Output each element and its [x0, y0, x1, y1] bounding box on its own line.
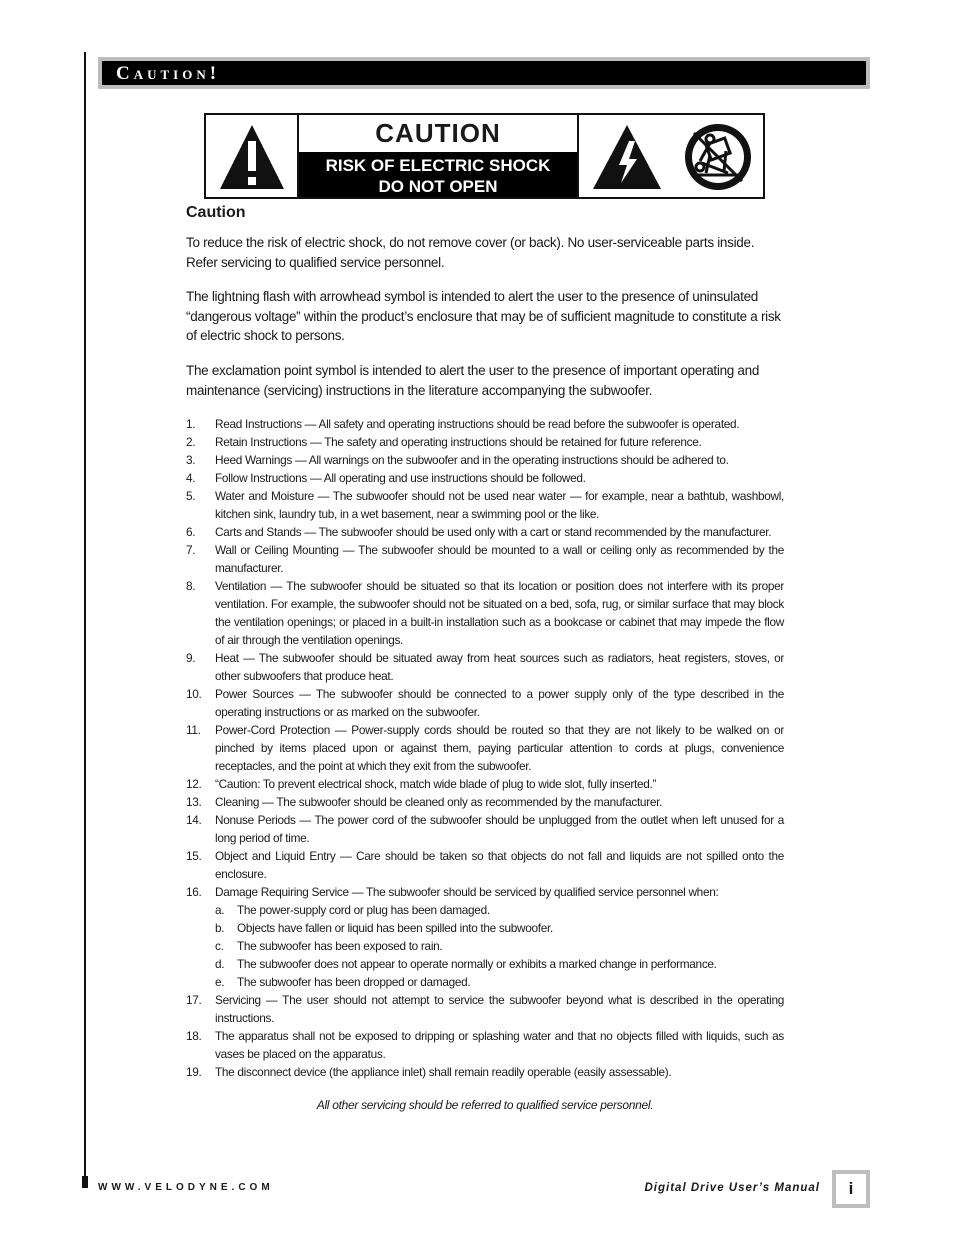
footer-manual-title: Digital Drive User’s Manual — [644, 1182, 820, 1194]
list-item — [186, 577, 784, 649]
list-item-number: 3. — [186, 453, 196, 467]
list-item-number: 7. — [186, 543, 196, 557]
list-item — [186, 1063, 784, 1081]
section-heading: Caution — [186, 204, 246, 221]
list-item — [186, 541, 784, 577]
sub-item-letter: a. — [215, 903, 225, 917]
list-item — [186, 451, 784, 469]
list-item-number: 5. — [186, 489, 196, 503]
list-item-number: 18. — [186, 1029, 202, 1043]
list-item — [186, 433, 784, 451]
list-item-text: Power Sources — The subwoofer should be connected to a power supply only of the type described in the operating instructions or as marked on the subwoofer. — [215, 687, 784, 719]
sub-list-item — [215, 955, 784, 973]
cart-tip-over-icon — [680, 121, 756, 198]
list-item-text: Power-Cord Protection — Power-supply cords should be routed so that they are not likely to be walked on or pinched by items placed upon or against them, paying particular attention to cords at plugs, convenience receptacles, and the point at which they exit from the subwoofer. — [215, 723, 784, 773]
list-item — [186, 883, 784, 991]
warning-box-divider — [577, 115, 579, 197]
list-item-text: Heed Warnings — All warnings on the subwoofer and in the operating instructions should be adhered to. — [215, 453, 729, 467]
list-item-text: Servicing — The user should not attempt to service the subwoofer beyond what is described in the operating instructions. — [215, 993, 784, 1025]
list-item-number: 9. — [186, 651, 196, 665]
sub-item-letter: b. — [215, 921, 225, 935]
list-item — [186, 469, 784, 487]
list-item — [186, 721, 784, 775]
page-number: i — [836, 1174, 866, 1204]
lightning-triangle-icon — [591, 123, 663, 196]
list-item-number: 1. — [186, 417, 196, 431]
list-item-number: 6. — [186, 525, 196, 539]
list-item — [186, 991, 784, 1027]
list-item-text: Cleaning — The subwoofer should be cleaned only as recommended by the manufacturer. — [215, 795, 663, 809]
list-item-text: Ventilation — The subwoofer should be situated so that its location or position does not interfere with its proper ventilation. For example, the subwoofer should not be situated on a bed, sofa, rug, or similar surface that may block the ventilation openings; or placed in a built-in installation such as a bookcase or cabinet that may impede the flow of air through the ventilation openings. — [215, 579, 784, 647]
sub-item-letter: c. — [215, 939, 224, 953]
list-item-number: 13. — [186, 795, 202, 809]
list-item-text: Water and Moisture — The subwoofer should not be used near water — for example, near a bathtub, washbowl, kitchen sink, laundry tub, in a wet basement, near a swimming pool or the like. — [215, 489, 784, 521]
list-item-text: Nonuse Periods — The power cord of the subwoofer should be unplugged from the outlet when left unused for a long period of time. — [215, 813, 784, 845]
list-item-number: 14. — [186, 813, 202, 827]
warning-title: CAUTION — [375, 118, 501, 148]
warning-subtitle-line2: DO NOT OPEN — [378, 177, 498, 196]
list-item-number: 10. — [186, 687, 202, 701]
final-note: All other servicing should be referred to qualified service personnel. — [316, 1098, 654, 1112]
list-item-number: 8. — [186, 579, 196, 593]
sub-item-text: The power-supply cord or plug has been damaged. — [237, 903, 490, 917]
sub-list-item — [215, 901, 784, 919]
list-item — [186, 1027, 784, 1063]
list-item-number: 11. — [186, 723, 201, 737]
list-item — [186, 523, 784, 541]
list-item-text: Damage Requiring Service — The subwoofer should be serviced by qualified service personnel when: — [215, 885, 719, 899]
caution-paragraph: To reduce the risk of electric shock, do not remove cover (or back). No user-serviceable parts inside. Refer servicing to qualified service personnel. — [186, 235, 755, 270]
safety-instructions-list — [186, 415, 784, 1081]
sub-item-text: The subwoofer does not appear to operate normally or exhibits a marked change in performance. — [237, 957, 717, 971]
page-title: Caution! — [116, 63, 221, 84]
list-item-number: 15. — [186, 849, 202, 863]
list-item-number: 17. — [186, 993, 202, 1007]
list-item-text: “Caution: To prevent electrical shock, match wide blade of plug to wide slot, fully inserted.” — [215, 777, 657, 791]
list-item-text: Retain Instructions — The safety and operating instructions should be retained for future reference. — [215, 435, 702, 449]
list-item-number: 19. — [186, 1065, 202, 1079]
list-item — [186, 847, 784, 883]
list-item — [186, 811, 784, 847]
sub-list-item — [215, 937, 784, 955]
caution-paragraph: The exclamation point symbol is intended to alert the user to the presence of important operating and maintenance (servicing) instructions in the literature accompanying the subwoofer. — [186, 363, 760, 398]
list-item-text: Heat — The subwoofer should be situated away from heat sources such as radiators, heat registers, stoves, or other subwoofers that produce heat. — [215, 651, 784, 683]
sub-item-text: The subwoofer has been exposed to rain. — [237, 939, 443, 953]
list-item — [186, 775, 784, 793]
sub-item-text: Objects have fallen or liquid has been spilled into the subwoofer. — [237, 921, 553, 935]
sub-item-letter: e. — [215, 975, 225, 989]
list-item-text: The disconnect device (the appliance inlet) shall remain readily operable (easily assessable). — [215, 1065, 672, 1079]
list-item — [186, 487, 784, 523]
list-item-text: The apparatus shall not be exposed to dripping or splashing water and that no objects filled with liquids, such as vases be placed on the apparatus. — [215, 1029, 784, 1061]
list-item — [186, 649, 784, 685]
list-item-text: Wall or Ceiling Mounting — The subwoofer should be mounted to a wall or ceiling only as recommended by the manufacturer. — [215, 543, 784, 575]
warning-subtitle-line1: RISK OF ELECTRIC SHOCK — [325, 156, 551, 175]
list-item-number: 16. — [186, 885, 202, 899]
warning-label-box — [204, 113, 765, 199]
list-item-number: 2. — [186, 435, 196, 449]
list-item-text: Object and Liquid Entry — Care should be taken so that objects do not fall and liquids are not spilled onto the enclosure. — [215, 849, 784, 881]
list-item-text: Read Instructions — All safety and operating instructions should be read before the subwoofer is operated. — [215, 417, 740, 431]
exclamation-triangle-icon — [218, 123, 286, 196]
sub-list-item — [215, 919, 784, 937]
list-item — [186, 685, 784, 721]
list-item — [186, 793, 784, 811]
left-margin-rule-end — [82, 1176, 88, 1188]
list-item-text: Follow Instructions — All operating and use instructions should be followed. — [215, 471, 586, 485]
footer-website: WWW.VELODYNE.COM — [98, 1182, 274, 1193]
caution-paragraph: The lightning flash with arrowhead symbol is intended to alert the user to the presence of uninsulated “dangerous voltage” within the product’s enclosure that may be of sufficient magnitude to constitute a risk of electric shock to persons. — [186, 289, 781, 343]
sub-item-letter: d. — [215, 957, 225, 971]
damage-subitems-list — [215, 901, 784, 991]
sub-list-item — [215, 973, 784, 991]
list-item-number: 4. — [186, 471, 196, 485]
list-item-number: 12. — [186, 777, 202, 791]
list-item-text: Carts and Stands — The subwoofer should be used only with a cart or stand recommended by the manufacturer. — [215, 525, 772, 539]
sub-item-text: The subwoofer has been dropped or damaged. — [237, 975, 471, 989]
left-margin-rule — [84, 52, 86, 1180]
list-item — [186, 415, 784, 433]
